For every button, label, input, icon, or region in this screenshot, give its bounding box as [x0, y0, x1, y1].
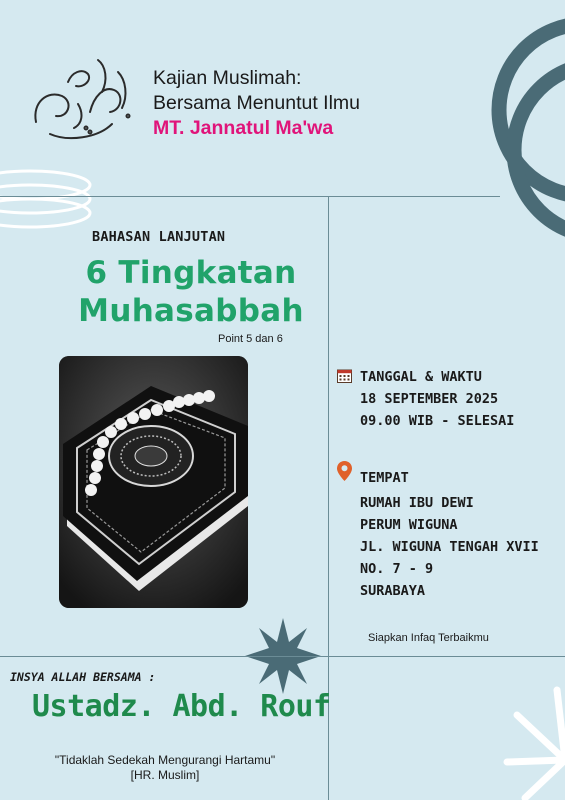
venue-line: SURABAYA: [360, 583, 426, 599]
venue-line: PERUM WIGUNA: [360, 517, 458, 533]
location-pin-icon: [337, 461, 352, 481]
white-rays-ornament: [495, 680, 565, 800]
speaker-name: Ustadz. Abd. Rouf: [32, 689, 331, 724]
calligraphy-logo: [28, 52, 140, 146]
quran-photo: [59, 356, 248, 608]
point-note: Point 5 dan 6: [218, 333, 283, 345]
header-line-2: Bersama Menuntut Ilmu: [153, 92, 361, 114]
speaker-label: INSYA ALLAH BERSAMA :: [10, 670, 156, 684]
title-line-2: Muhasabbah: [78, 293, 304, 329]
infaq-note: Siapkan Infaq Terbaikmu: [368, 632, 489, 644]
header-line-1: Kajian Muslimah:: [153, 67, 302, 89]
venue-line: JL. WIGUNA TENGAH XVII: [360, 539, 539, 555]
venue-line: NO. 7 - 9: [360, 561, 434, 577]
schedule-date: 18 SEPTEMBER 2025: [360, 391, 499, 407]
schedule-block: [360, 366, 514, 432]
title-line-1: 6 Tingkatan: [85, 255, 297, 291]
divider-bottom: [0, 656, 565, 657]
venue-block: [360, 467, 539, 602]
header: [153, 66, 360, 141]
main-title: [60, 254, 322, 330]
quote-source: [HR. Muslim]: [130, 768, 200, 782]
venue-label: TEMPAT: [360, 470, 409, 486]
ring-ornament-top-right: [490, 0, 565, 250]
schedule-time: 09.00 WIB - SELESAI: [360, 413, 515, 429]
rings-ornament-left: [0, 165, 100, 235]
quote-text: "Tidaklah Sedekah Mengurangi Hartamu": [54, 753, 276, 767]
calendar-icon: [337, 368, 352, 383]
divider-top: [0, 196, 500, 197]
schedule-label: TANGGAL & WAKTU: [360, 369, 482, 385]
subheading: BAHASAN LANJUTAN: [92, 229, 226, 245]
group-name: MT. Jannatul Ma'wa: [153, 117, 334, 139]
hadith-quote: [0, 753, 330, 783]
venue-line: RUMAH IBU DEWI: [360, 495, 474, 511]
